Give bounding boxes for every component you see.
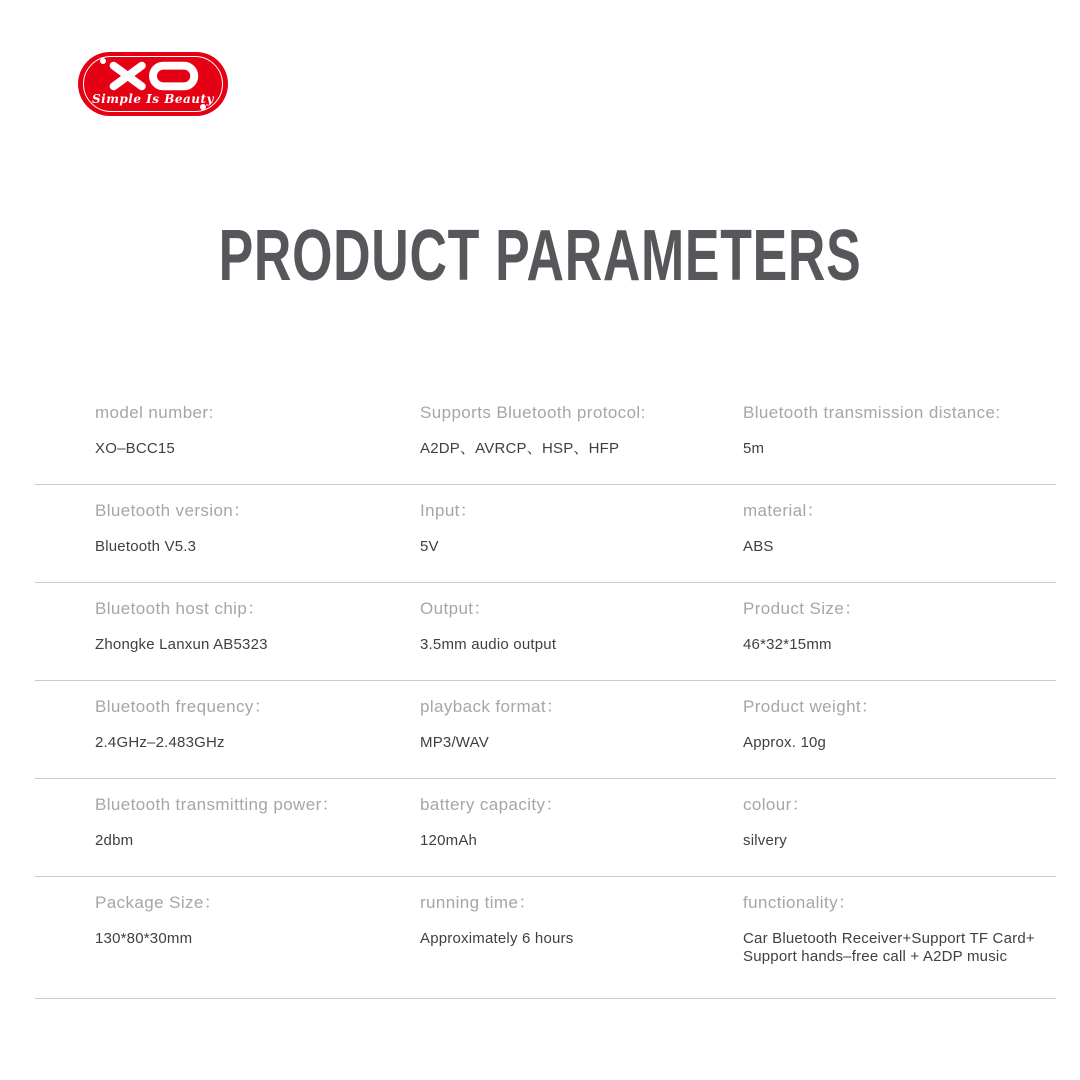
spec-cell-transmission-distance: [743, 403, 1056, 458]
spec-label: material：: [743, 501, 825, 520]
spec-label: Bluetooth transmission distance:: [743, 403, 1001, 422]
spec-value: MP3/WAV: [420, 734, 489, 751]
spec-label: playback format：: [420, 697, 564, 716]
spec-value: 130*80*30mm: [95, 930, 193, 947]
spec-value: silvery: [743, 832, 787, 849]
logo-tagline: Simple Is Beauty: [91, 92, 215, 106]
spec-cell-model-number: [35, 403, 420, 458]
spec-row-6: [35, 877, 1056, 999]
spec-label: Product Size：: [743, 599, 862, 618]
spec-value: 3.5mm audio output: [420, 636, 557, 653]
spec-cell-package-size: [35, 893, 420, 966]
spec-value: 46*32*15mm: [743, 636, 832, 653]
spec-value: 2dbm: [95, 832, 134, 849]
spec-cell-input: [420, 501, 743, 556]
spec-value: XO–BCC15: [95, 440, 175, 457]
spec-value: A2DP、AVRCP、HSP、HFP: [420, 440, 620, 457]
spec-value: Approximately 6 hours: [420, 930, 574, 947]
spec-label: Package Size：: [95, 893, 222, 912]
spec-label: Bluetooth version：: [95, 501, 251, 520]
page-title: PRODUCT PARAMETERS: [218, 216, 862, 296]
spec-row-2: [35, 485, 1056, 583]
spec-label: Output：: [420, 599, 491, 618]
spec-cell-output: [420, 599, 743, 654]
xo-wordmark-icon: [78, 61, 228, 91]
spec-table: [35, 387, 1056, 999]
spec-value: 5m: [743, 440, 765, 457]
spec-cell-product-weight: [743, 697, 1056, 752]
spec-value: Zhongke Lanxun AB5323: [95, 636, 268, 653]
spec-cell-host-chip: [35, 599, 420, 654]
spec-label: Bluetooth host chip：: [95, 599, 265, 618]
spec-value: 5V: [420, 538, 439, 555]
spec-cell-playback-format: [420, 697, 743, 752]
spec-cell-material: [743, 501, 1056, 556]
xo-brand-logo: [78, 52, 228, 116]
spec-cell-functionality: [743, 893, 1056, 966]
spec-label: battery capacity：: [420, 795, 563, 814]
spec-cell-frequency: [35, 697, 420, 752]
spec-value: 120mAh: [420, 832, 478, 849]
spec-label: functionality：: [743, 893, 856, 912]
spec-label: Product weight：: [743, 697, 879, 716]
spec-row-1: [35, 387, 1056, 485]
spec-cell-colour: [743, 795, 1056, 850]
spec-value: Car Bluetooth Receiver+Support TF Card+ Support hands–free call + A2DP music: [743, 930, 1035, 965]
spec-cell-battery-capacity: [420, 795, 743, 850]
spec-cell-transmitting-power: [35, 795, 420, 850]
spec-label: Bluetooth transmitting power：: [95, 795, 340, 814]
spec-value: Approx. 10g: [743, 734, 827, 751]
spec-label: model number:: [95, 403, 214, 422]
spec-cell-bluetooth-protocol: [420, 403, 743, 458]
spec-label: Bluetooth frequency：: [95, 697, 272, 716]
spec-value: 2.4GHz–2.483GHz: [95, 734, 225, 751]
spec-row-3: [35, 583, 1056, 681]
spec-row-4: [35, 681, 1056, 779]
spec-value: Bluetooth V5.3: [95, 538, 197, 555]
spec-cell-bluetooth-version: [35, 501, 420, 556]
spec-label: Input：: [420, 501, 478, 520]
spec-label: Supports Bluetooth protocol:: [420, 403, 646, 422]
spec-row-5: [35, 779, 1056, 877]
spec-label: colour：: [743, 795, 810, 814]
spec-cell-product-size: [743, 599, 1056, 654]
spec-cell-running-time: [420, 893, 743, 966]
spec-value: ABS: [743, 538, 774, 555]
spec-label: running time：: [420, 893, 536, 912]
